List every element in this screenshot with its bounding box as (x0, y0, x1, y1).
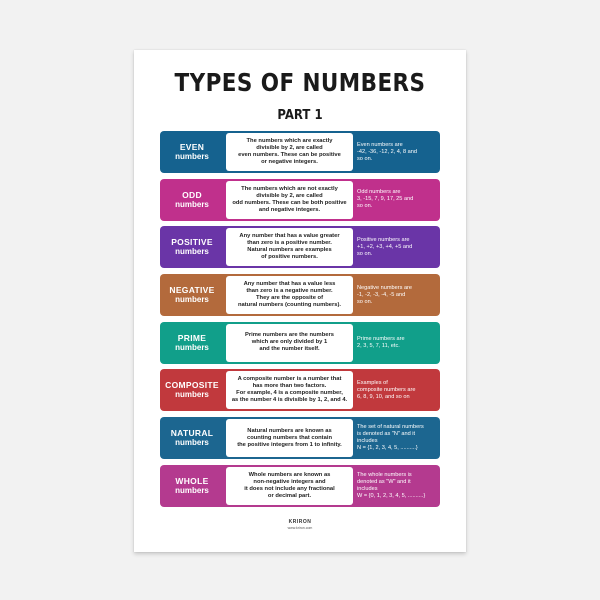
row-label-sub: numbers (175, 247, 209, 257)
row-description: A composite number is a number that has more than two factors. For example, 4 is a composite number, as the number 4 is divisible by 1, 2, and 4. (226, 371, 353, 409)
row-odd (160, 179, 440, 221)
row-label-name: NATURAL (170, 428, 214, 439)
row-description: Whole numbers are known as non-negative integers and it does not include any fractional or decimal part. (226, 467, 353, 505)
row-label (160, 274, 224, 316)
row-description: The numbers which are exactly divisible by 2, are called even numbers. These can be positive or negative integers. (226, 133, 353, 171)
row-label-name: PRIME (177, 332, 207, 343)
row-examples: Negative numbers are -1, -2, -3, -4, -5 and so on. (357, 284, 413, 305)
row-negative (160, 274, 440, 316)
poster-subtitle: PART 1 (277, 108, 323, 123)
row-label (160, 322, 224, 364)
row-label (160, 179, 224, 221)
row-label (160, 465, 224, 507)
row-label-name: EVEN (179, 142, 205, 152)
row-examples: Even numbers are -42, -36, -12, 2, 4, 8 and so on. (357, 141, 418, 162)
row-examples: The whole numbers is denoted as "W" and it includes W = {0, 1, 2, 3, 4, 5, ..........} (357, 471, 426, 499)
row-label (160, 369, 224, 411)
row-label-name: COMPOSITE (165, 380, 219, 391)
row-label-name: ODD (182, 189, 202, 200)
row-examples: Positive numbers are +1, +2, +3, +4, +5 and so on. (357, 236, 413, 257)
row-natural (160, 417, 440, 459)
row-description: The numbers which are not exactly divisible by 2, are called odd numbers. These can be both positive and negative integers. (226, 181, 353, 219)
poster-title: TYPES OF NUMBERS (174, 68, 426, 97)
row-label-name: WHOLE (175, 475, 209, 486)
row-even (160, 131, 440, 173)
row-examples: Odd numbers are 3, -15, 7, 9, 17, 25 and so on. (357, 189, 414, 210)
row-label (160, 131, 224, 173)
row-description: Any number that has a value less than zero is a negative number. They are the opposite of natural numbers (counting numbers). (226, 276, 353, 314)
row-examples: The set of natural numbers is denoted as "N" and it includes N = {1, 2, 3, 4, 5, ..........} (357, 424, 424, 452)
row-label-sub: numbers (175, 485, 209, 495)
row-description: Prime numbers are the numbers which are only divided by 1 and the number itself. (226, 324, 353, 362)
row-description: Natural numbers are known as counting numbers that contain the positive integers from 1 to infinity. (226, 419, 353, 457)
row-whole (160, 465, 440, 507)
number-types-list (160, 131, 440, 513)
brand-website: www.kriron.com (287, 526, 313, 530)
row-label-name: NEGATIVE (169, 285, 215, 296)
row-label-sub: numbers (175, 438, 209, 448)
row-prime (160, 322, 440, 364)
row-label-sub: numbers (175, 152, 209, 161)
row-label-sub: numbers (175, 342, 209, 352)
row-label (160, 417, 224, 459)
row-positive (160, 226, 440, 268)
row-examples: Examples of composite numbers are 6, 8, 9, 10, and so on (357, 379, 416, 400)
row-label-sub: numbers (175, 199, 209, 209)
row-label (160, 226, 224, 268)
row-description: Any number that has a value greater than zero is a positive number. Natural numbers are examples of positive numbers. (226, 228, 353, 266)
row-label-name: POSITIVE (171, 237, 213, 248)
row-examples: Prime numbers are 2, 3, 5, 7, 11, etc. (357, 335, 405, 349)
row-label-sub: numbers (175, 390, 209, 400)
row-label-sub: numbers (175, 295, 209, 305)
row-composite (160, 369, 440, 411)
brand-logo: KRIRON (288, 519, 312, 525)
